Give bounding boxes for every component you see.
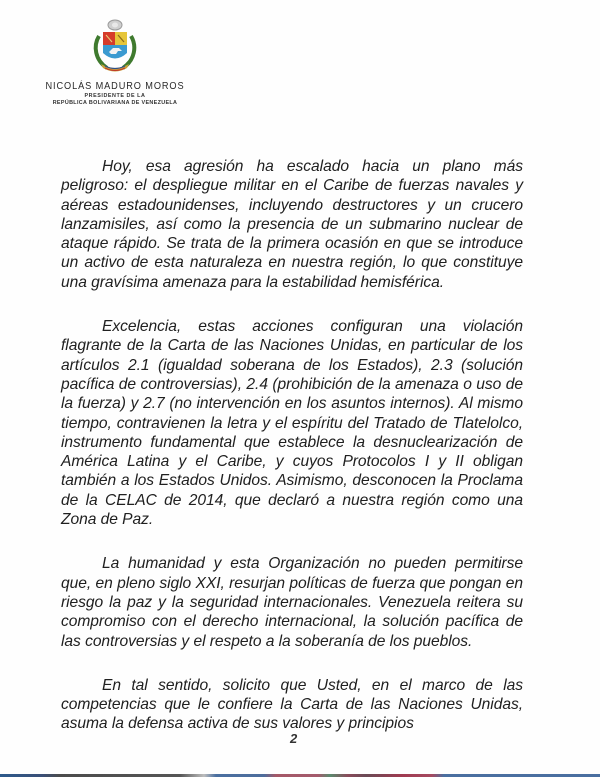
paragraph-request: En tal sentido, solicito que Usted, en el marco de las competencias que le confiere la Carta de las Naciones Unidas, asuma la defensa activa de sus valores y principios [61,676,523,733]
coat-of-arms-icon [91,18,139,74]
paragraph-military-deployment: Hoy, esa agresión ha escalado hacia un plano más peligroso: el despliegue militar en el Caribe de fuerzas navales y aéreas estadounidenses, incluyendo destructores y un crucero lanzamisiles, así como la presencia de un submarino nuclear de ataque rápido. Se trata de la primera ocasión en que se introduce un activo de esta naturaleza en nuestra región, lo que constituye una gravísima amenaza para la estabilidad hemisférica. [61,158,523,291]
sender-country: REPÚBLICA BOLIVARIANA DE VENEZUELA [52,100,178,106]
paragraph-peace-commitment: La humanidad y esta Organización no pueden permitirse que, en pleno siglo XXI, resurjan políticas de fuerza que pongan en riesgo la paz y la seguridad internacionales. Venezuela reitera su compromiso con el derecho internacional, la solución pacífica de las controversias y el respeto a la soberanía de los pueblos. [61,555,523,650]
paragraph-un-charter-violation: Excelencia, estas acciones configuran una violación flagrante de la Carta de las Naciones Unidas, en particular de los artículos 2.1 (igualdad soberana de los Estados), 2.3 (solución pacífica de controversias), 2.4 (prohibición de la amenaza o uso de la fuerza) y 2.7 (no intervención en los asuntos internos). Al mismo tiempo, contravienen la letra y el espíritu del Tratado de Tlatelolco, instrumento fundamental que establece la desnuclearización de América Latina y el Caribe, y cuyos Protocolos I y II obligan también a los Estados Unidos. Asimismo, desconocen la Proclama de la CELAC de 2014, que declaró a nuestra región como una Zona de Paz. [61,318,523,529]
sender-name: NICOLÁS MADURO MOROS [45,80,185,92]
sender-title: PRESIDENTE DE LA [84,93,146,99]
page-number: 2 [290,731,298,746]
letterhead [40,18,190,106]
letter-body [61,157,523,759]
